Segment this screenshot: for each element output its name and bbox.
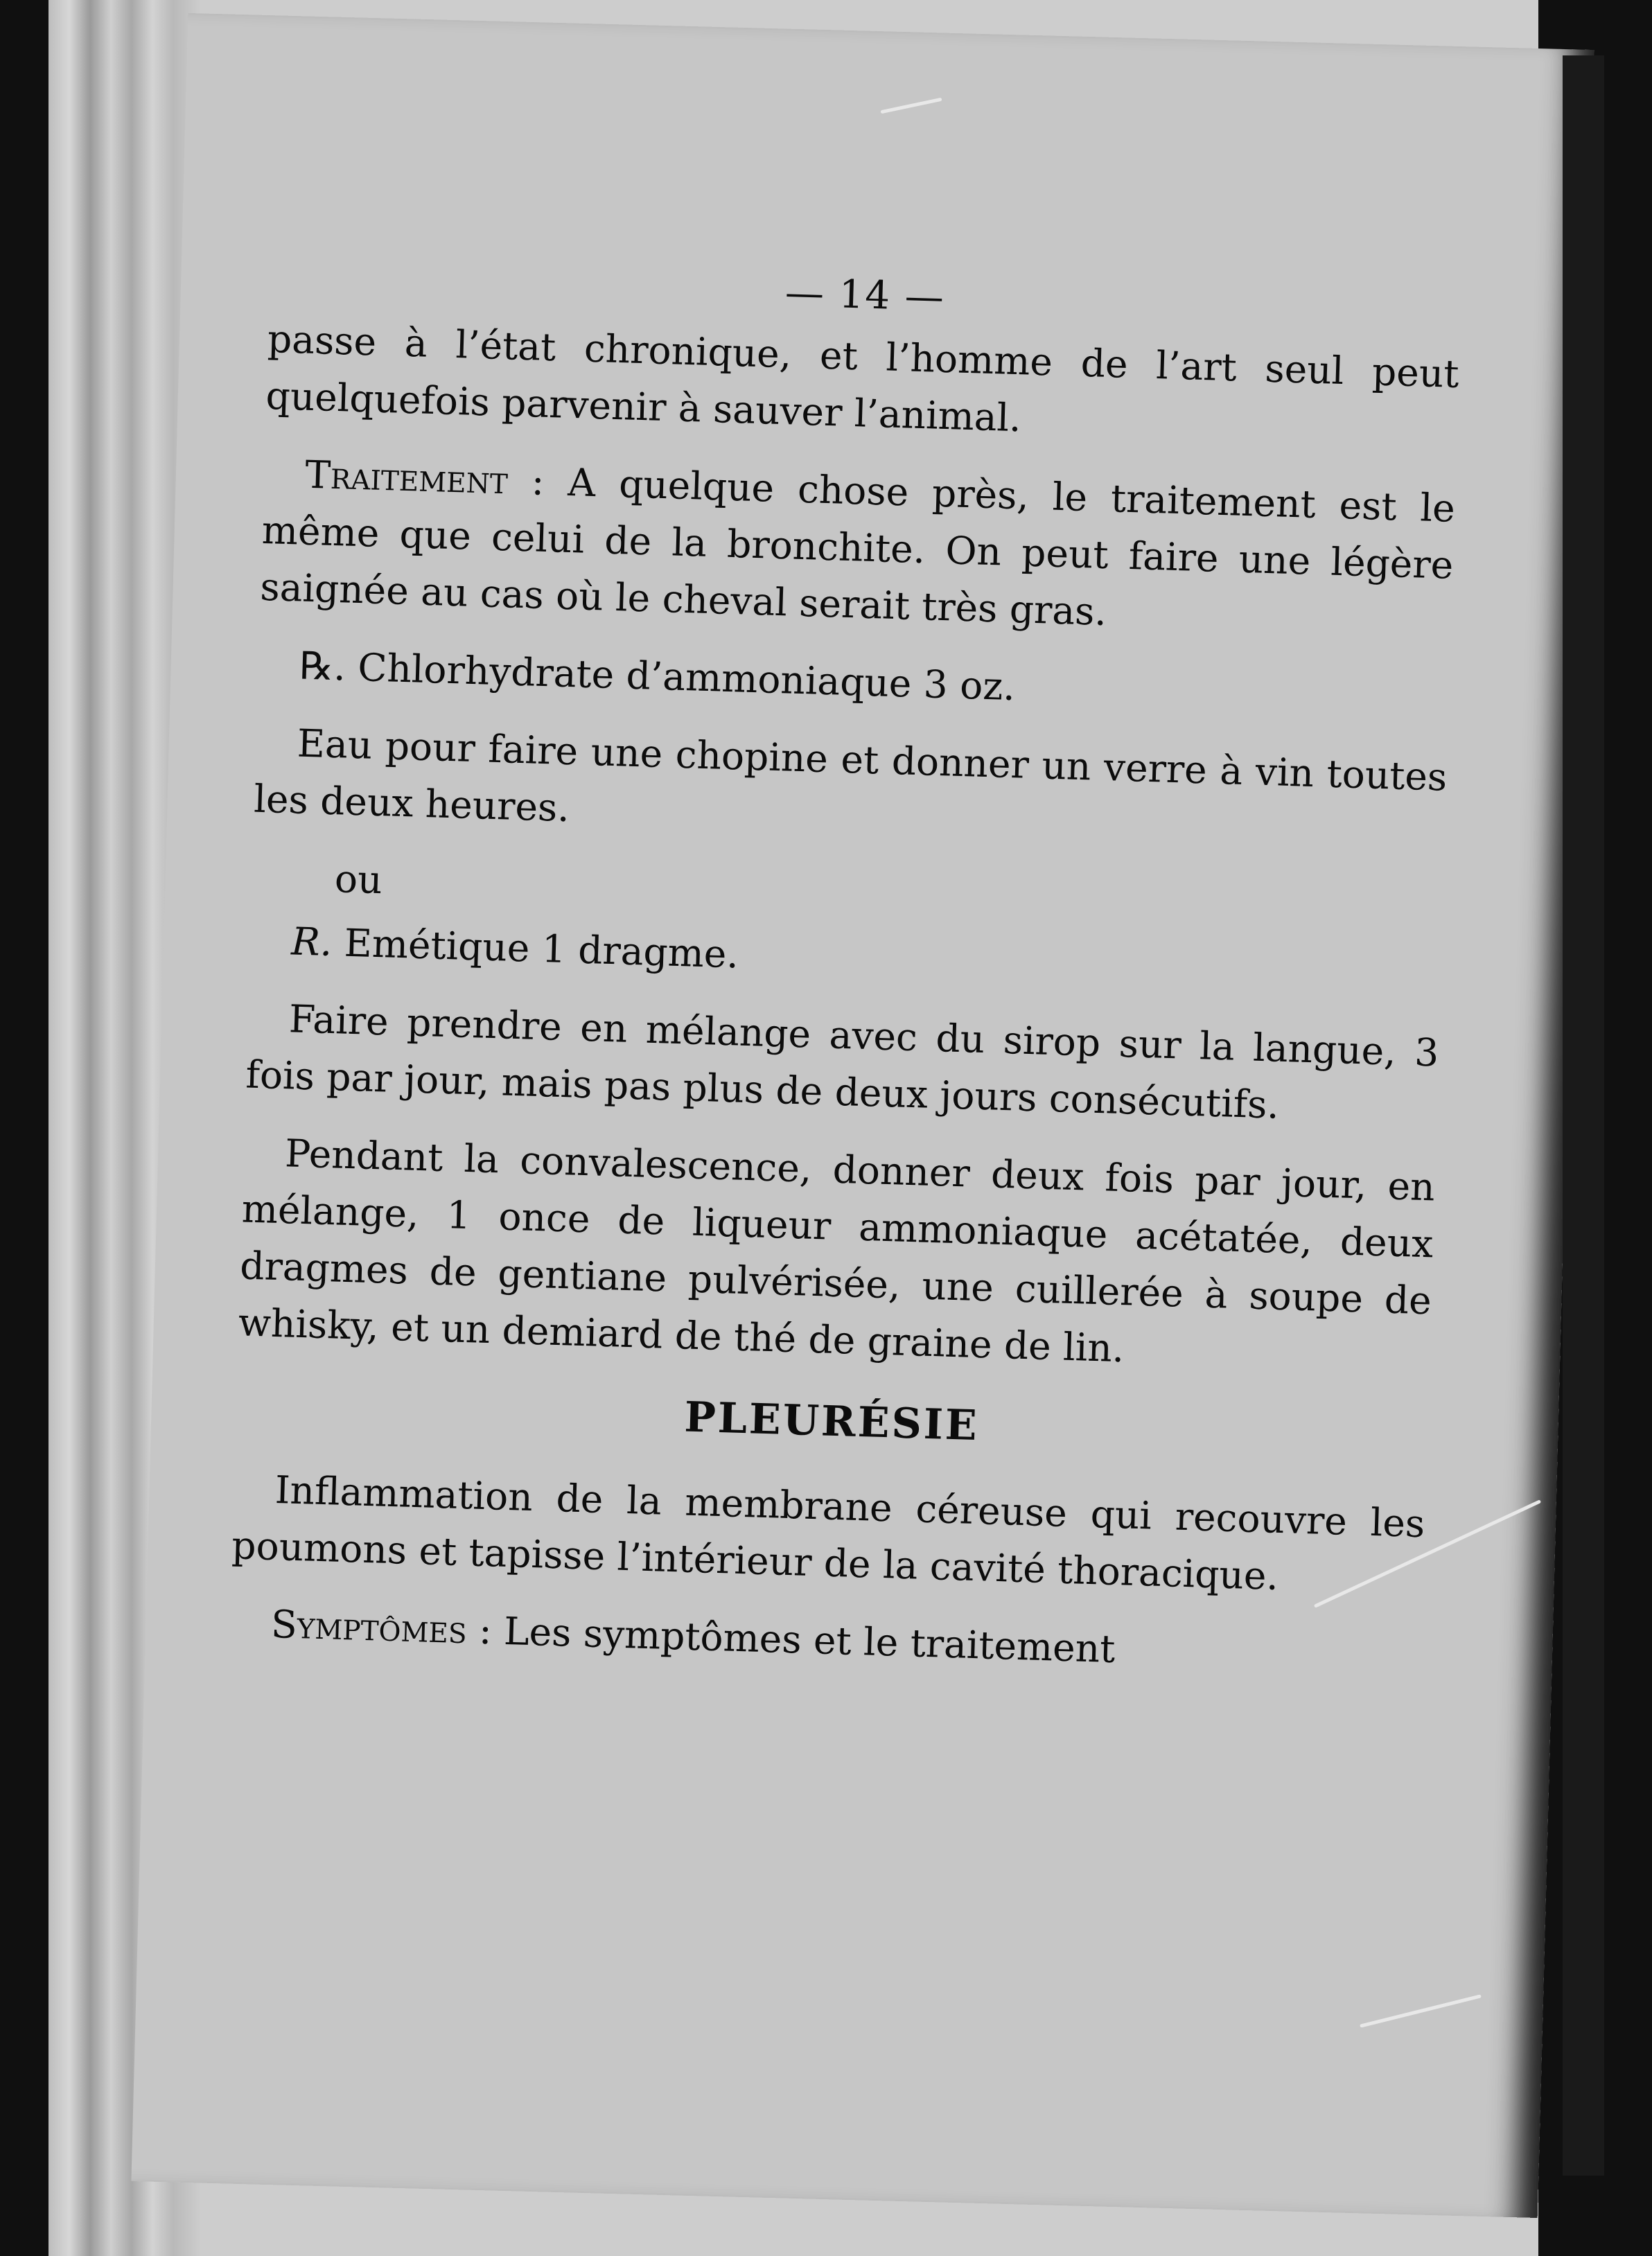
paragraph-symptomes — [229, 1594, 1422, 1686]
paragraph-text: ou — [334, 856, 383, 903]
section-heading: PLEURÉSIE — [683, 1393, 980, 1451]
paragraph-text: Chlorhydrate d’ammoniaque 3 oz. — [357, 645, 1016, 710]
section-lead: Traitement : — [304, 452, 545, 504]
paragraph-dosage — [253, 714, 1448, 863]
paragraph-text: Pendant la convalescence, donner deux fois par jour, en mélange, 1 once de liqueur ammoniaque acétatée, deux dragmes de gentiane pulvérisée, une cuillerée à soupe de whisky, et un demiard de thé de graine de lin. — [238, 1131, 1436, 1371]
recipe-symbol: ℞. — [299, 643, 346, 689]
paragraph-traitement — [259, 445, 1456, 651]
paragraph-text: Inflammation de la membrane céreuse qui recouvre les poumons et tapisse l’intérieur de la cavité thoracique. — [231, 1468, 1426, 1598]
paragraph-text: Les symptômes et le traitement — [503, 1608, 1116, 1672]
page-text — [228, 249, 1461, 1707]
paragraph-text: Eau pour faire une chopine et donner un verre à vin toutes les deux heures. — [253, 721, 1448, 831]
paragraph-text: Faire prendre en mélange avec du sirop sur la langue, 3 fois par jour, mais pas plus de deux jours consécutifs. — [245, 996, 1440, 1127]
recipe-symbol: R. — [290, 919, 333, 965]
prescription-line — [257, 636, 1450, 728]
page-number: — 14 — — [784, 270, 946, 320]
paragraph-definition — [231, 1460, 1425, 1609]
binding-shadow — [1563, 55, 1604, 2176]
paragraph-text: Emétique 1 dragme. — [343, 920, 739, 977]
section-lead: Symptômes : — [270, 1601, 493, 1653]
paragraph-text: passe à l’état chronique, et l’homme de l’art seul peut quelquefois parvenir à sauver l’animal. — [265, 316, 1460, 441]
paragraph-convalescence — [238, 1123, 1436, 1386]
paragraph-text: A quelque chose près, le traitement est le même que celui de la bronchite. On peut faire une légère saignée au cas où le cheval serait très gras. — [259, 459, 1456, 635]
paragraph-administration — [245, 989, 1439, 1138]
